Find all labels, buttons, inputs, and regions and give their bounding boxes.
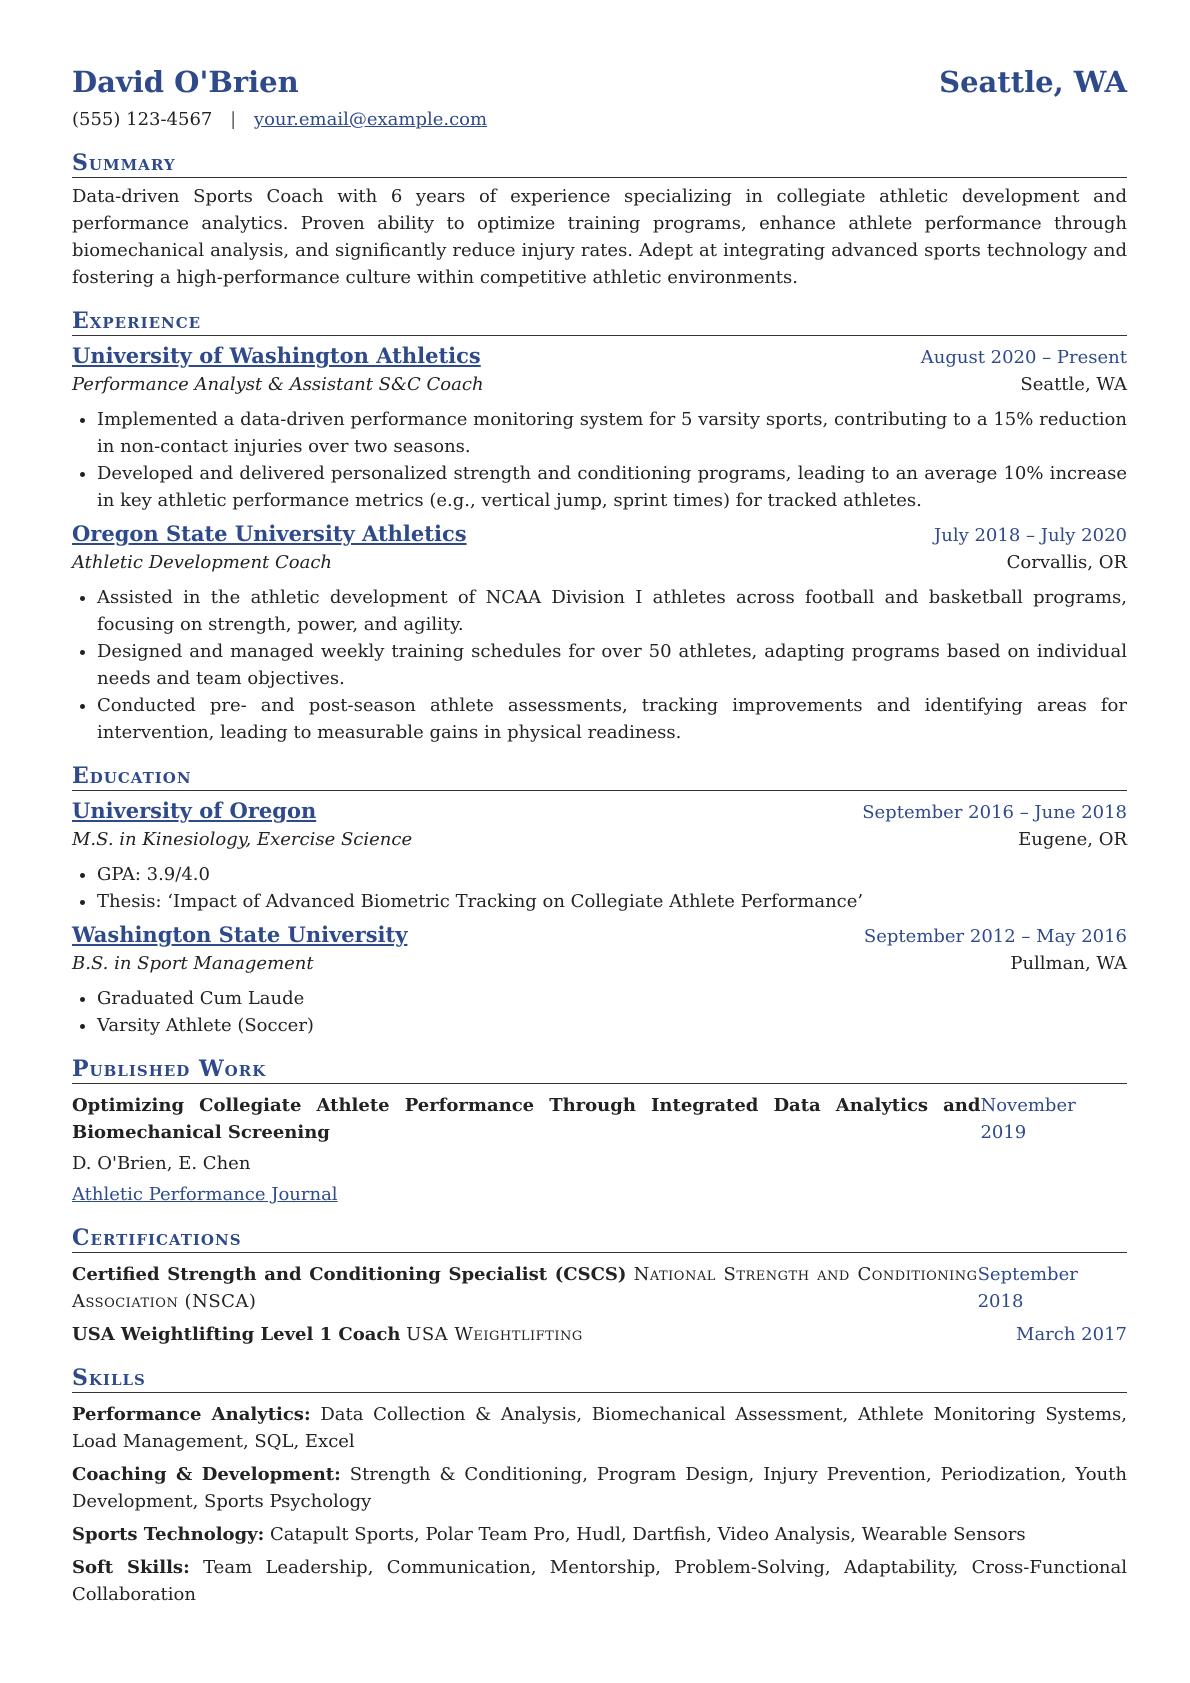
job-title: Performance Analyst & Assistant S&C Coach	[72, 374, 484, 395]
school-location: Pullman, WA	[1010, 953, 1127, 974]
list-item: • Varsity Athlete (Soccer)	[97, 1012, 1127, 1039]
contact-line	[72, 106, 1127, 133]
education-dates: September 2012 – May 2016	[863, 926, 1127, 947]
section-title-experience: Experience	[72, 307, 1127, 336]
certifications-list	[72, 1261, 1127, 1348]
education-entry	[72, 797, 1127, 915]
skill-group	[72, 1461, 1127, 1515]
list-item: • Thesis: ‘Impact of Advanced Biometric Tracking on Collegiate Athlete Performance’	[97, 888, 1127, 915]
skills-list	[72, 1401, 1127, 1608]
list-item: • Implemented a data-driven performance monitoring system for 5 varsity sports, contributing to a 15% reduction in non-contact injuries over two seasons.	[97, 406, 1127, 460]
bullet-list	[72, 584, 1127, 746]
certification-issuer: USA Weightlifting	[406, 1324, 583, 1345]
experience-entry	[72, 342, 1127, 514]
job-title: Athletic Development Coach	[72, 552, 333, 573]
bullet-list	[72, 861, 1127, 915]
email-link[interactable]: your.email@example.com	[253, 109, 488, 130]
school-link[interactable]: University of Oregon	[72, 798, 317, 823]
employer-link[interactable]: Oregon State University Athletics	[72, 521, 467, 546]
list-item: • Conducted pre- and post-season athlete assessments, tracking improvements and identifying areas for intervention, leading to measurable gains in physical readiness.	[97, 692, 1127, 746]
header	[72, 62, 1127, 102]
degree: M.S. in Kinesiology, Exercise Science	[72, 829, 413, 850]
contact-separator: |	[230, 109, 237, 130]
certification-name: USA Weightlifting Level 1 Coach	[72, 1324, 401, 1345]
section-title-certifications: Certifications	[72, 1224, 1127, 1253]
section-title-published-work: Published Work	[72, 1055, 1127, 1084]
publication-authors: D. O'Brien, E. Chen	[72, 1153, 251, 1174]
education-dates: September 2016 – June 2018	[862, 802, 1127, 823]
skill-label: Coaching & Development:	[72, 1464, 341, 1485]
skill-label: Soft Skills:	[72, 1557, 190, 1578]
list-item: • GPA: 3.9/4.0	[97, 861, 1127, 888]
skill-label: Performance Analytics:	[72, 1404, 311, 1425]
certification-entry	[72, 1261, 1127, 1315]
school-location: Eugene, OR	[1018, 829, 1127, 850]
skill-text: Strength & Conditioning, Program Design, Injury Prevention, Periodization, Youth Development, Sports Psychology	[72, 1464, 1127, 1512]
certification-name: Certified Strength and Conditioning Specialist (CSCS)	[72, 1264, 627, 1285]
certification-date: March 2017	[1016, 1324, 1127, 1345]
skill-text: Data Collection & Analysis, Biomechanical Assessment, Athlete Monitoring Systems, Load Management, SQL, Excel	[72, 1404, 1127, 1452]
bullet-list	[72, 985, 1127, 1039]
degree: B.S. in Sport Management	[72, 953, 314, 974]
section-title-skills: Skills	[72, 1364, 1127, 1393]
employer-link[interactable]: University of Washington Athletics	[72, 343, 481, 368]
job-location: Corvallis, OR	[1006, 552, 1127, 573]
list-item: • Developed and delivered personalized strength and conditioning programs, leading to an average 10% increase in key athletic performance metrics (e.g., vertical jump, sprint times) for tracked athletes.	[97, 460, 1127, 514]
skill-text: Team Leadership, Communication, Mentorship, Problem-Solving, Adaptability, Cross-Functional Collaboration	[72, 1557, 1128, 1605]
section-title-summary: Summary	[72, 149, 1127, 178]
list-item: • Graduated Cum Laude	[97, 985, 1127, 1012]
publication-entry	[72, 1092, 1127, 1146]
skill-group	[72, 1401, 1127, 1455]
skill-group	[72, 1554, 1127, 1608]
certification-issuer: National Strength and Conditioning Association (NSCA)	[72, 1264, 978, 1312]
experience-entry	[72, 520, 1127, 746]
publication-date: November 2019	[980, 1095, 1076, 1143]
certification-date: September 2018	[977, 1264, 1078, 1312]
skill-label: Sports Technology:	[72, 1524, 265, 1545]
job-location: Seattle, WA	[1020, 374, 1127, 395]
skill-text: Catapult Sports, Polar Team Pro, Hudl, Dartfish, Video Analysis, Wearable Sensors	[269, 1524, 1026, 1545]
skill-group	[72, 1521, 1127, 1548]
summary-text: Data-driven Sports Coach with 6 years of experience specializing in collegiate athletic development and performance analytics. Proven ability to optimize training programs, enhance athlete performance through biomechanical analysis, and significantly reduce injury rates. Adept at integrating advanced sports technology and fostering a high-performance culture within competitive athletic environments.	[72, 186, 1127, 288]
section-title-education: Education	[72, 762, 1127, 791]
candidate-location: Seattle, WA	[939, 65, 1127, 99]
candidate-name: David O'Brien	[72, 65, 299, 99]
list-item: • Assisted in the athletic development of NCAA Division I athletes across football and basketball programs, focusing on strength, power, and agility.	[97, 584, 1127, 638]
employment-dates: July 2018 – July 2020	[934, 525, 1127, 546]
bullet-list	[72, 406, 1127, 514]
employment-dates: August 2020 – Present	[920, 347, 1127, 368]
publication-title: Optimizing Collegiate Athlete Performance Through Integrated Data Analytics and Biomechanical Screening	[72, 1095, 981, 1143]
education-entry	[72, 921, 1127, 1039]
certification-entry	[72, 1321, 1127, 1348]
list-item: • Designed and managed weekly training schedules for over 50 athletes, adapting programs based on individual needs and team objectives.	[97, 638, 1127, 692]
school-link[interactable]: Washington State University	[72, 922, 408, 947]
journal-link[interactable]: Athletic Performance Journal	[72, 1184, 338, 1205]
phone-number: (555) 123-4567	[72, 109, 213, 130]
